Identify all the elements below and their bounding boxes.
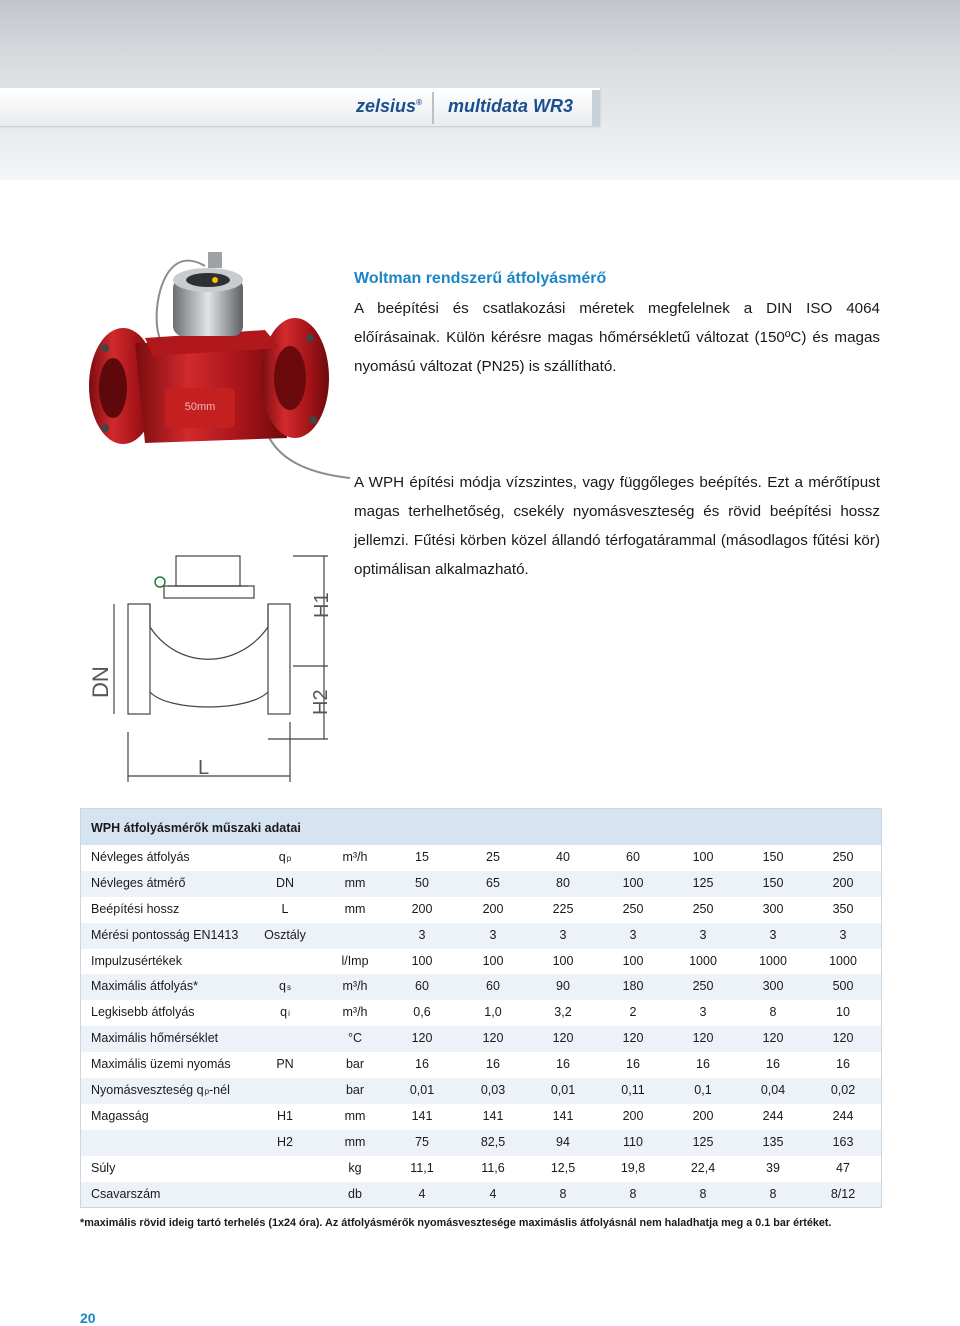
row-unit: mm bbox=[344, 1108, 366, 1123]
table-cell: 16 bbox=[486, 1057, 500, 1072]
row-label: Névleges átmérő bbox=[91, 875, 186, 890]
table-cell: 0,03 bbox=[480, 1083, 506, 1098]
row-unit: kg bbox=[348, 1160, 362, 1175]
row-unit: °C bbox=[347, 1031, 363, 1046]
table-cell: 1000 bbox=[829, 953, 857, 968]
table-cell: 120 bbox=[762, 1031, 784, 1046]
table-cell: 1000 bbox=[689, 953, 717, 968]
table-cell: 40 bbox=[556, 850, 570, 864]
installation-paragraph: A WPH építési módja vízszintes, vagy függőleges beépítés. Ezt a mérőtípust magas terhelhetőség, csekély nyomásveszteség és rövid beépítési hossz jellemzi. Fűtési körben közel állandó térfogatárammal (másodlagos fűtési kör) optimálisan alkalmazható. bbox=[354, 474, 880, 578]
header-separator bbox=[432, 92, 434, 124]
row-label: Impulzusértékek bbox=[91, 953, 183, 968]
table-cell: 19,8 bbox=[620, 1160, 646, 1175]
table-cell: 16 bbox=[415, 1057, 429, 1072]
table-cell: 4 bbox=[418, 1186, 426, 1201]
table-cell: 3 bbox=[769, 927, 777, 942]
table-cell: 3 bbox=[418, 927, 426, 942]
table-cell: 120 bbox=[692, 1031, 714, 1046]
table-cell: 1000 bbox=[759, 953, 787, 968]
table-cell: 1,0 bbox=[484, 1005, 502, 1020]
row-label: Legkisebb átfolyás bbox=[91, 1005, 195, 1020]
table-row bbox=[81, 1130, 881, 1156]
row-symbol: qi bbox=[280, 1005, 290, 1020]
footnote: *maximális rövid ideig tartó terhelés (1x24 óra). Az átfolyásmérők nyomásvesztesége maximáslis átfolyásnál nem haladhatja meg a 0.1 bar értéket. bbox=[80, 1217, 832, 1229]
table-cell: 22,4 bbox=[690, 1160, 716, 1175]
row-unit: mm bbox=[344, 901, 366, 916]
row-symbol: Osztály bbox=[264, 927, 306, 942]
table-cell: 60 bbox=[626, 850, 640, 864]
table-cell: 82,5 bbox=[480, 1134, 506, 1149]
table-cell: 16 bbox=[836, 1057, 850, 1072]
table-cell: 150 bbox=[762, 850, 784, 864]
table-cell: 100 bbox=[692, 850, 714, 864]
row-unit: mm bbox=[344, 875, 366, 890]
table-cell: 225 bbox=[552, 901, 574, 916]
table-cell: 120 bbox=[622, 1031, 644, 1046]
table-cell: 11,1 bbox=[410, 1160, 434, 1175]
table-row bbox=[81, 1182, 881, 1208]
table-row bbox=[81, 1026, 881, 1052]
table-cell: 300 bbox=[762, 901, 784, 916]
h1-label: H1 bbox=[311, 592, 333, 618]
table-cell: 3,2 bbox=[554, 1005, 572, 1020]
table-cell: 94 bbox=[556, 1134, 570, 1149]
table-cell: 120 bbox=[411, 1031, 433, 1046]
table-row bbox=[81, 1104, 881, 1130]
table-row bbox=[81, 1000, 881, 1026]
table-cell: 3 bbox=[629, 927, 637, 942]
table-cell: 65 bbox=[486, 875, 500, 890]
table-title: WPH átfolyásmérők műszaki adatai bbox=[81, 809, 881, 845]
table-cell: 12,5 bbox=[550, 1160, 576, 1175]
table-row bbox=[81, 974, 881, 1000]
table-cell: 200 bbox=[622, 1108, 644, 1123]
row-label: Beépítési hossz bbox=[91, 901, 180, 916]
header-endcap bbox=[592, 90, 600, 126]
table-cell: 100 bbox=[552, 953, 574, 968]
table-cell: 200 bbox=[692, 1108, 714, 1123]
table-cell: 3 bbox=[489, 927, 497, 942]
table-cell: 0,1 bbox=[694, 1083, 712, 1098]
table-row bbox=[81, 845, 881, 871]
table-cell: 150 bbox=[762, 875, 784, 890]
section-heading: Woltman rendszerű átfolyásmérő bbox=[354, 270, 607, 287]
table-cell: 110 bbox=[623, 1134, 643, 1149]
row-symbol: PN bbox=[276, 1057, 294, 1072]
table-cell: 100 bbox=[622, 953, 644, 968]
table-cell: 50 bbox=[415, 875, 429, 890]
table-cell: 60 bbox=[415, 979, 429, 994]
table-row bbox=[81, 871, 881, 897]
table-row bbox=[81, 1156, 881, 1182]
intro-paragraph: A beépítési és csatlakozási méretek megfelelnek a DIN ISO 4064 előírásainak. Külön kérésre magas hőmérsékletű változat (150ºC) és magas nyomású változat (PN25) is szállítható. bbox=[354, 300, 880, 375]
table-cell: 125 bbox=[692, 1134, 714, 1149]
table-cell: 250 bbox=[832, 850, 854, 864]
row-label: Névleges átfolyás bbox=[91, 850, 190, 864]
table-cell: 15 bbox=[415, 850, 429, 864]
table-cell: 16 bbox=[556, 1057, 570, 1072]
specs-table bbox=[80, 808, 882, 1208]
table-cell: 0,6 bbox=[413, 1005, 431, 1020]
table-cell: 120 bbox=[832, 1031, 854, 1046]
table-cell: 100 bbox=[622, 875, 644, 890]
table-cell: 0,01 bbox=[409, 1083, 435, 1098]
table-cell: 8 bbox=[699, 1186, 707, 1201]
row-unit: m³/h bbox=[342, 979, 368, 994]
table-cell: 244 bbox=[832, 1108, 854, 1123]
dn-label: DN bbox=[88, 666, 113, 698]
table-row bbox=[81, 1078, 881, 1104]
brand-name: zelsius® bbox=[356, 96, 422, 116]
table-cell: 25 bbox=[486, 850, 500, 864]
table-cell: 39 bbox=[766, 1160, 780, 1175]
table-cell: 3 bbox=[839, 927, 847, 942]
table-cell: 16 bbox=[696, 1057, 710, 1072]
row-symbol: H1 bbox=[277, 1108, 293, 1123]
table-cell: 250 bbox=[692, 979, 714, 994]
row-label: Maximális üzemi nyomás bbox=[91, 1057, 231, 1072]
table-cell: 3 bbox=[559, 927, 567, 942]
row-unit: bar bbox=[345, 1083, 365, 1098]
table-cell: 0,04 bbox=[760, 1083, 786, 1098]
table-cell: 8 bbox=[769, 1005, 777, 1020]
table-row bbox=[81, 923, 881, 949]
row-symbol: L bbox=[281, 901, 289, 916]
table-cell: 0,02 bbox=[830, 1083, 856, 1098]
table-cell: 47 bbox=[836, 1160, 850, 1175]
row-label: Csavarszám bbox=[91, 1186, 161, 1201]
table-cell: 16 bbox=[626, 1057, 640, 1072]
table-cell: 11,6 bbox=[481, 1160, 505, 1175]
table-cell: 141 bbox=[552, 1108, 574, 1123]
product-name: multidata WR3 bbox=[448, 96, 574, 116]
row-symbol: qp bbox=[278, 850, 292, 864]
table-cell: 200 bbox=[411, 901, 433, 916]
table-cell: 10 bbox=[836, 1005, 850, 1020]
table-cell: 141 bbox=[411, 1108, 433, 1123]
table-cell: 8 bbox=[769, 1186, 777, 1201]
table-cell: 3 bbox=[699, 927, 707, 942]
table-cell: 60 bbox=[486, 979, 500, 994]
table-cell: 75 bbox=[415, 1134, 429, 1149]
table-cell: 250 bbox=[622, 901, 644, 916]
table-cell: 163 bbox=[832, 1134, 854, 1149]
table-cell: 180 bbox=[622, 979, 644, 994]
row-unit: db bbox=[348, 1186, 362, 1201]
table-cell: 3 bbox=[699, 1005, 707, 1020]
table-cell: 8 bbox=[629, 1186, 637, 1201]
table-cell: 90 bbox=[556, 979, 570, 994]
table-row bbox=[81, 949, 881, 975]
row-unit: mm bbox=[344, 1134, 366, 1149]
row-label: Magasság bbox=[91, 1108, 149, 1123]
row-symbol: H2 bbox=[277, 1134, 293, 1149]
table-cell: 80 bbox=[556, 875, 570, 890]
table-cell: 141 bbox=[482, 1108, 504, 1123]
row-symbol: qs bbox=[279, 979, 291, 994]
table-cell: 2 bbox=[629, 1005, 637, 1020]
meter-photo bbox=[65, 238, 350, 508]
row-label: Mérési pontosság EN1413 bbox=[91, 927, 239, 942]
table-body bbox=[81, 845, 881, 1207]
row-unit: m³/h bbox=[342, 850, 368, 864]
table-cell: 244 bbox=[762, 1108, 784, 1123]
row-label: Maximális átfolyás* bbox=[91, 979, 198, 994]
table-cell: 200 bbox=[832, 875, 854, 890]
table-cell: 125 bbox=[692, 875, 714, 890]
meter-size-marking: 50mm bbox=[184, 401, 216, 413]
row-unit: m³/h bbox=[342, 1005, 368, 1020]
registered-mark: ® bbox=[416, 98, 422, 107]
table-cell: 350 bbox=[832, 901, 854, 916]
table-cell: 8 bbox=[559, 1186, 567, 1201]
table-cell: 0,11 bbox=[621, 1083, 645, 1098]
table-cell: 200 bbox=[482, 901, 504, 916]
l-label: L bbox=[198, 757, 210, 779]
table-cell: 250 bbox=[692, 901, 714, 916]
table-cell: 120 bbox=[552, 1031, 574, 1046]
row-label: Súly bbox=[91, 1160, 116, 1175]
page-number: 20 bbox=[80, 1310, 96, 1326]
row-label: Nyomásveszteség qp-nél bbox=[91, 1083, 230, 1098]
table-cell: 500 bbox=[832, 979, 854, 994]
table-cell: 4 bbox=[489, 1186, 497, 1201]
dimension-drawing bbox=[78, 542, 348, 782]
table-cell: 300 bbox=[762, 979, 784, 994]
table-cell: 120 bbox=[482, 1031, 504, 1046]
table-cell: 135 bbox=[762, 1134, 784, 1149]
row-unit: bar bbox=[345, 1057, 365, 1072]
table-cell: 8/12 bbox=[830, 1186, 856, 1201]
table-cell: 100 bbox=[411, 953, 433, 968]
table-cell: 100 bbox=[482, 953, 504, 968]
table-cell: 16 bbox=[766, 1057, 780, 1072]
h2-label: H2 bbox=[310, 689, 332, 715]
table-cell: 0,01 bbox=[550, 1083, 576, 1098]
row-unit: l/Imp bbox=[341, 953, 369, 968]
row-label: Maximális hőmérséklet bbox=[91, 1031, 219, 1046]
table-row bbox=[81, 1052, 881, 1078]
row-symbol: DN bbox=[275, 875, 295, 890]
table-row bbox=[81, 897, 881, 923]
